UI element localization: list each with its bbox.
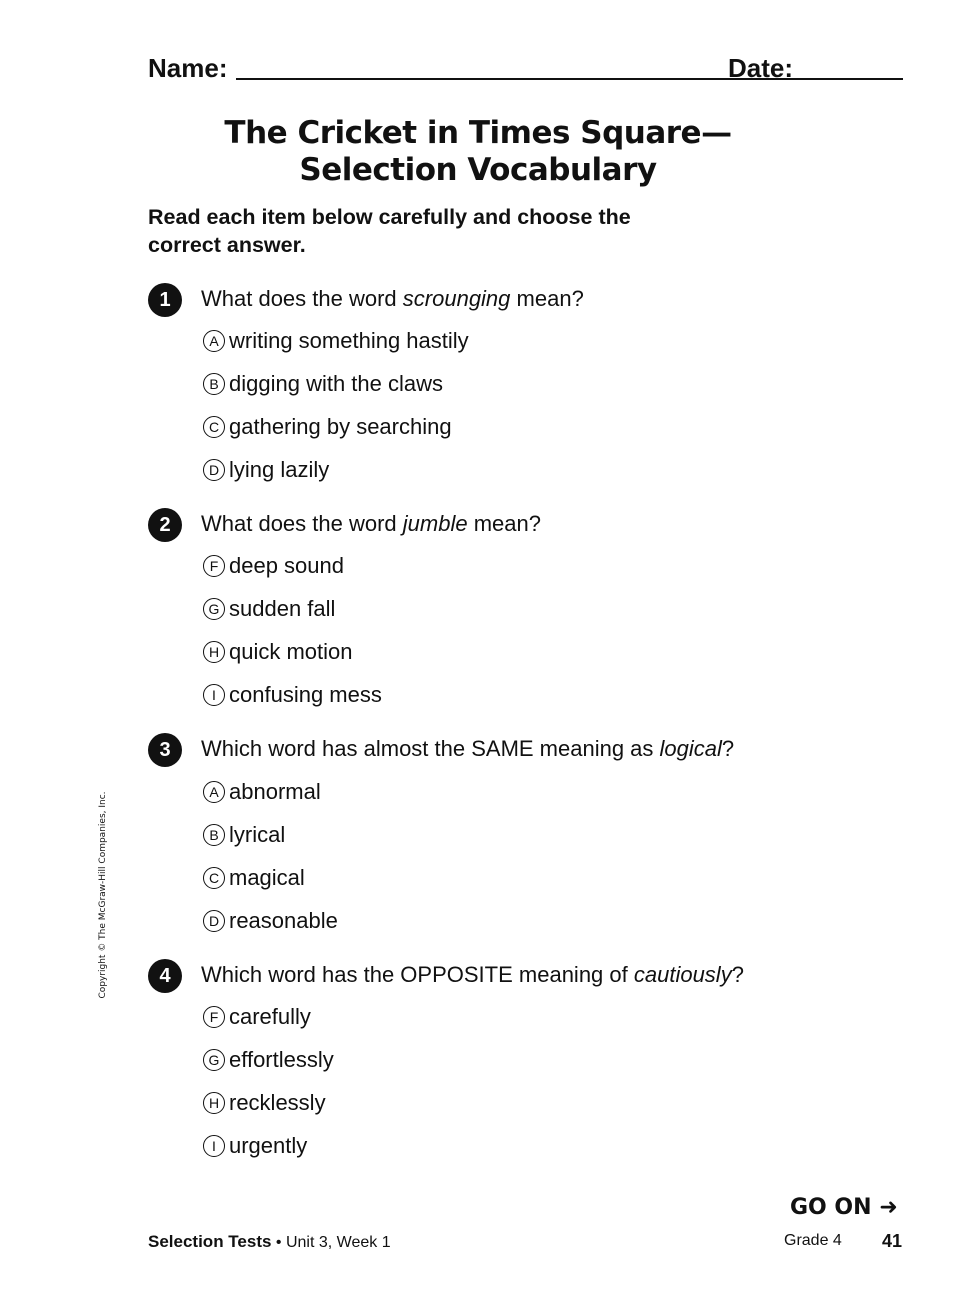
question-keyword: logical	[659, 736, 722, 761]
answer-bubble[interactable]: D	[203, 459, 225, 481]
answer-bubble[interactable]: G	[203, 1049, 225, 1071]
name-label: Name:	[148, 53, 228, 83]
answer-choice[interactable]: H quick motion	[203, 639, 353, 665]
answer-choice[interactable]: C magical	[203, 865, 305, 891]
answer-choice[interactable]: D lying lazily	[203, 457, 329, 483]
go-on-label: GO ON ➜	[790, 1195, 898, 1220]
answer-choice[interactable]: H recklessly	[203, 1090, 326, 1116]
answer-bubble[interactable]: G	[203, 598, 225, 620]
question-text: What does the word jumble mean?	[201, 511, 541, 536]
question-number: 3	[148, 733, 182, 767]
page-title	[148, 115, 808, 189]
answer-choice[interactable]: B digging with the claws	[203, 371, 443, 397]
answer-choice[interactable]: I urgently	[203, 1133, 307, 1159]
title-line-1: The Cricket in Times Square—	[224, 115, 732, 151]
question-text: Which word has almost the SAME meaning as logical?	[201, 736, 735, 761]
answer-bubble[interactable]: H	[203, 641, 225, 663]
answer-bubble[interactable]: H	[203, 1092, 225, 1114]
answer-choice[interactable]: G effortlessly	[203, 1047, 334, 1073]
answer-bubble[interactable]: I	[203, 684, 225, 706]
answer-bubble[interactable]: F	[203, 1006, 225, 1028]
date-field[interactable]	[803, 78, 903, 80]
question-number: 2	[148, 508, 182, 542]
question-keyword: cautiously	[633, 962, 732, 987]
question-number: 4	[148, 959, 182, 993]
answer-bubble[interactable]: F	[203, 555, 225, 577]
answer-choice[interactable]: I confusing mess	[203, 682, 382, 708]
answer-choice[interactable]: B lyrical	[203, 822, 285, 848]
copyright-notice: Copyright © The McGraw-Hill Companies, Inc.	[98, 791, 108, 999]
answer-choice[interactable]: A abnormal	[203, 779, 321, 805]
instructions	[148, 203, 708, 259]
answer-bubble[interactable]: A	[203, 781, 225, 803]
date-label: Date:	[728, 53, 794, 83]
answer-choice[interactable]: G sudden fall	[203, 596, 335, 622]
answer-choice[interactable]: F deep sound	[203, 553, 344, 579]
answer-bubble[interactable]: B	[203, 824, 225, 846]
answer-choice[interactable]: C gathering by searching	[203, 414, 452, 440]
page-number: 41	[882, 1231, 903, 1251]
instructions-line-1: Read each item below carefully and choose the	[148, 205, 631, 229]
question-number: 1	[148, 283, 182, 317]
answer-bubble[interactable]: A	[203, 330, 225, 352]
question-text: What does the word scrounging mean?	[201, 286, 584, 311]
header-row	[148, 53, 904, 85]
answer-bubble[interactable]: B	[203, 373, 225, 395]
answer-choice[interactable]: A writing something hastily	[203, 328, 469, 354]
title-line-2: Selection Vocabulary	[299, 152, 657, 188]
answer-choice[interactable]: F carefully	[203, 1004, 311, 1030]
answer-bubble[interactable]: C	[203, 416, 225, 438]
question-keyword: scrounging	[402, 286, 511, 311]
footer-series: Selection Tests • Unit 3, Week 1	[148, 1232, 391, 1251]
answer-bubble[interactable]: C	[203, 867, 225, 889]
answer-bubble[interactable]: I	[203, 1135, 225, 1157]
answer-bubble[interactable]: D	[203, 910, 225, 932]
question-keyword: jumble	[402, 511, 468, 536]
question-text: Which word has the OPPOSITE meaning of cautiously?	[201, 962, 744, 987]
answer-choice[interactable]: D reasonable	[203, 908, 338, 934]
footer-grade: Grade 4	[784, 1232, 842, 1249]
instructions-line-2: correct answer.	[148, 233, 306, 257]
